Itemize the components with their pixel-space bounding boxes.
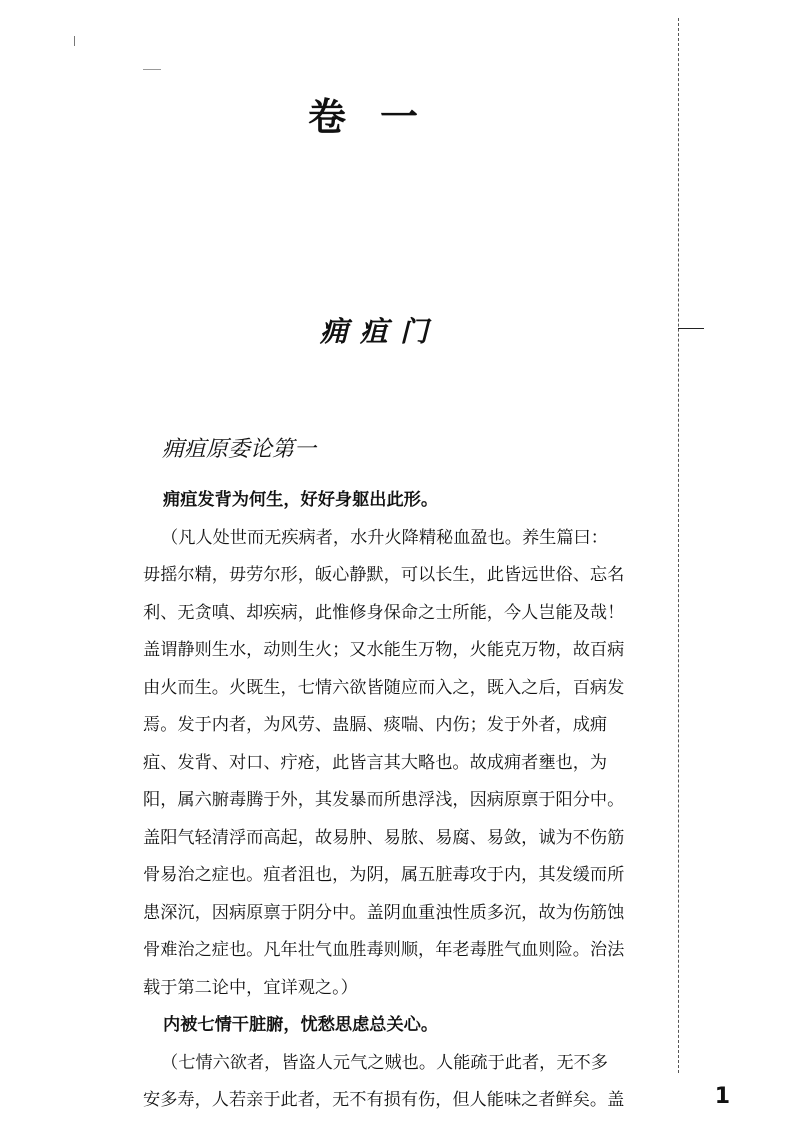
verse-line: 内被七情干脏腑，忧愁思虑总关心。 <box>163 1015 439 1035</box>
annotation-line: 骨易治之症也。疽者沮也，为阴，属五脏毒攻于内，其发缓而所 <box>143 865 625 885</box>
verse-line: 痈疽发背为何生，好好身躯出此形。 <box>163 490 439 510</box>
annotation-line: 骨难治之症也。凡年壮气血胜毒则顺，年老毒胜气血则险。治法 <box>143 940 625 960</box>
annotation-line: （七情六欲者，皆盗人元气之贼也。人能疏于此者，无不多 <box>161 1052 608 1073</box>
annotation-line: 安多寿，人若亲于此者，无不有损有伤，但人能味之者鲜矣。盖 <box>143 1090 625 1110</box>
volume-title: 卷一 <box>307 95 452 139</box>
annotation-line: 疽、发背、对口、疔疮，此皆言其大略也。故成痈者壅也，为 <box>143 752 608 773</box>
annotation-line: 毋摇尔精，毋劳尔形，皈心静默，可以长生，此皆远世俗、忘名 <box>143 565 625 585</box>
annotation-line: 盖谓静则生水，动则生火；又水能生万物，火能克万物，故百病 <box>143 640 625 660</box>
annotation-line: 阳，属六腑毒腾于外，其发暴而所患浮浅，因病原禀于阳分中。 <box>143 790 625 810</box>
annotation-line: 利、无贪嗔、却疾病，此惟修身保命之士所能，今人岂能及哉！ <box>143 602 625 623</box>
scan-mark <box>74 36 75 46</box>
annotation-line: 载于第二论中，宜详观之。） <box>143 977 358 998</box>
chapter-heading: 痈疽原委论第一 <box>162 437 317 462</box>
scan-mark <box>143 69 161 70</box>
annotation-line: 焉。发于内者，为风劳、蛊膈、痰喘、内伤；发于外者，成痈 <box>143 715 608 735</box>
section-title: 痈疽门 <box>319 315 440 348</box>
body-text <box>143 482 658 1120</box>
annotation-line: （凡人处世而无疾病者，水升火降精秘血盈也。养生篇曰： <box>161 527 608 548</box>
annotation-line: 患深沉，因病原禀于阴分中。盖阴血重浊性质多沉，故为伤筋蚀 <box>143 902 625 923</box>
annotation-line: 盖阳气轻清浮而高起，故易肿、易脓、易腐、易敛，诚为不伤筋 <box>143 827 625 848</box>
page-number: 1 <box>714 1084 730 1109</box>
binding-margin-line <box>678 18 679 1073</box>
annotation-line: 由火而生。火既生，七情六欲皆随应而入之，既入之后，百病发 <box>143 677 625 698</box>
